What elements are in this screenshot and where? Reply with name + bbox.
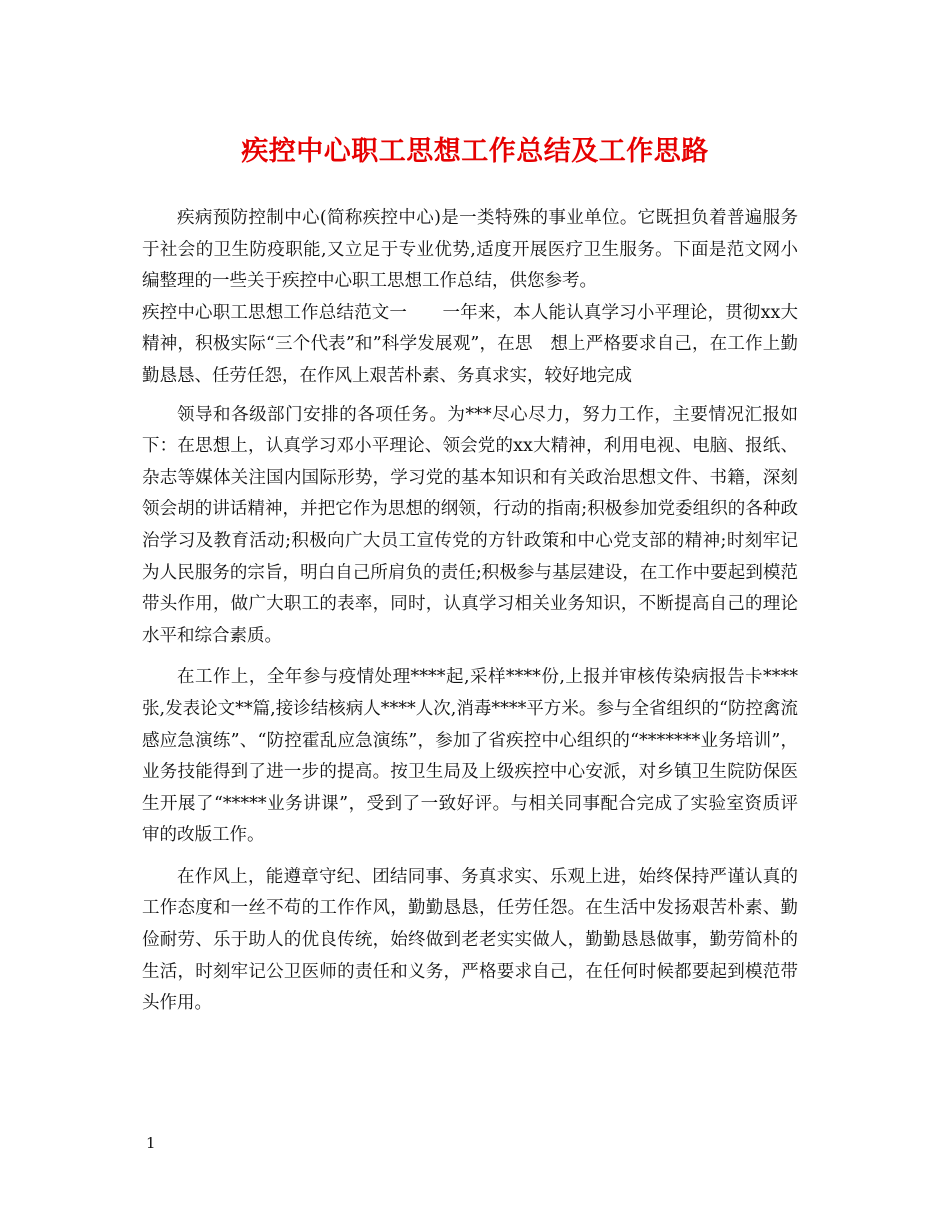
paragraph-thought: 领导和各级部门安排的各项任务。为***尽心尽力，努力工作，主要情况汇报如下：在思想上，认真学习邓小平理论、领会党的xx大精神，利用电视、电脑、报纸、杂志等媒体关注国内国际形势，学习党的基本知识和有关政治思想文件、书籍，深刻领会胡的讲话精神，并把它作为思想的纲领，行动的指南;积极参加党委组织的各种政治学习及教育活动;积极向广大员工宣传党的方针政策和中心党支部的精神;时刻牢记为人民服务的宗旨，明白自己所肩负的责任;积极参与基层建设，在工作中要起到模范带头作用，做广大职工的表率，同时，认真学习相关业务知识，不断提高自己的理论水平和综合素质。 <box>142 404 798 646</box>
page-number: 1 <box>146 1134 156 1152</box>
paragraph-style: 在作风上，能遵章守纪、团结同事、务真求实、乐观上进，始终保持严谨认真的工作态度和一丝不苟的工作作风，勤勤恳恳，任劳任怨。在生活中发扬艰苦朴素、勤俭耐劳、乐于助人的优良传统，始终做到老老实实做人，勤勤恳恳做事，勤劳简朴的生活，时刻牢记公卫医师的责任和义务，严格要求自己，在任何时候都要起到模范带头作用。 <box>142 866 798 1014</box>
document-body <box>142 203 798 1020</box>
paragraph-work: 在工作上，全年参与疫情处理****起,采样****份,上报并审核传染病报告卡****张,发表论文**篇,接诊结核病人****人次,消毒****平方米。参与全省组织的“防控禽流感应急演练”、“防控霍乱应急演练”，参加了省疾控中心组织的“*******业务培训”，业务技能得到了进一步的提高。按卫生局及上级疾控中心安派，对乡镇卫生院防保医生开展了“*****业务讲课”，受到了一致好评。与相关同事配合完成了实验室资质评审的改版工作。 <box>142 667 798 846</box>
document-title: 疾控中心职工思想工作总结及工作思路 <box>241 136 709 167</box>
paragraph-sample-heading: 疾控中心职工思想工作总结范文一 一年来，本人能认真学习小平理论，贯彻xx大精神，积极实际“三个代表”和”科学发展观”，在思 想上严格要求自己，在工作上勤勤恳恳、任劳任怨，在作风上艰苦朴素、务真求实，较好地完成 <box>142 302 798 386</box>
paragraph-intro: 疾病预防控制中心(简称疾控中心)是一类特殊的事业单位。它既担负着普遍服务于社会的卫生防疫职能,又立足于专业优势,适度开展医疗卫生服务。下面是范文网小编整理的一些关于疾控中心职工思想工作总结，供您参考。 <box>142 208 798 292</box>
